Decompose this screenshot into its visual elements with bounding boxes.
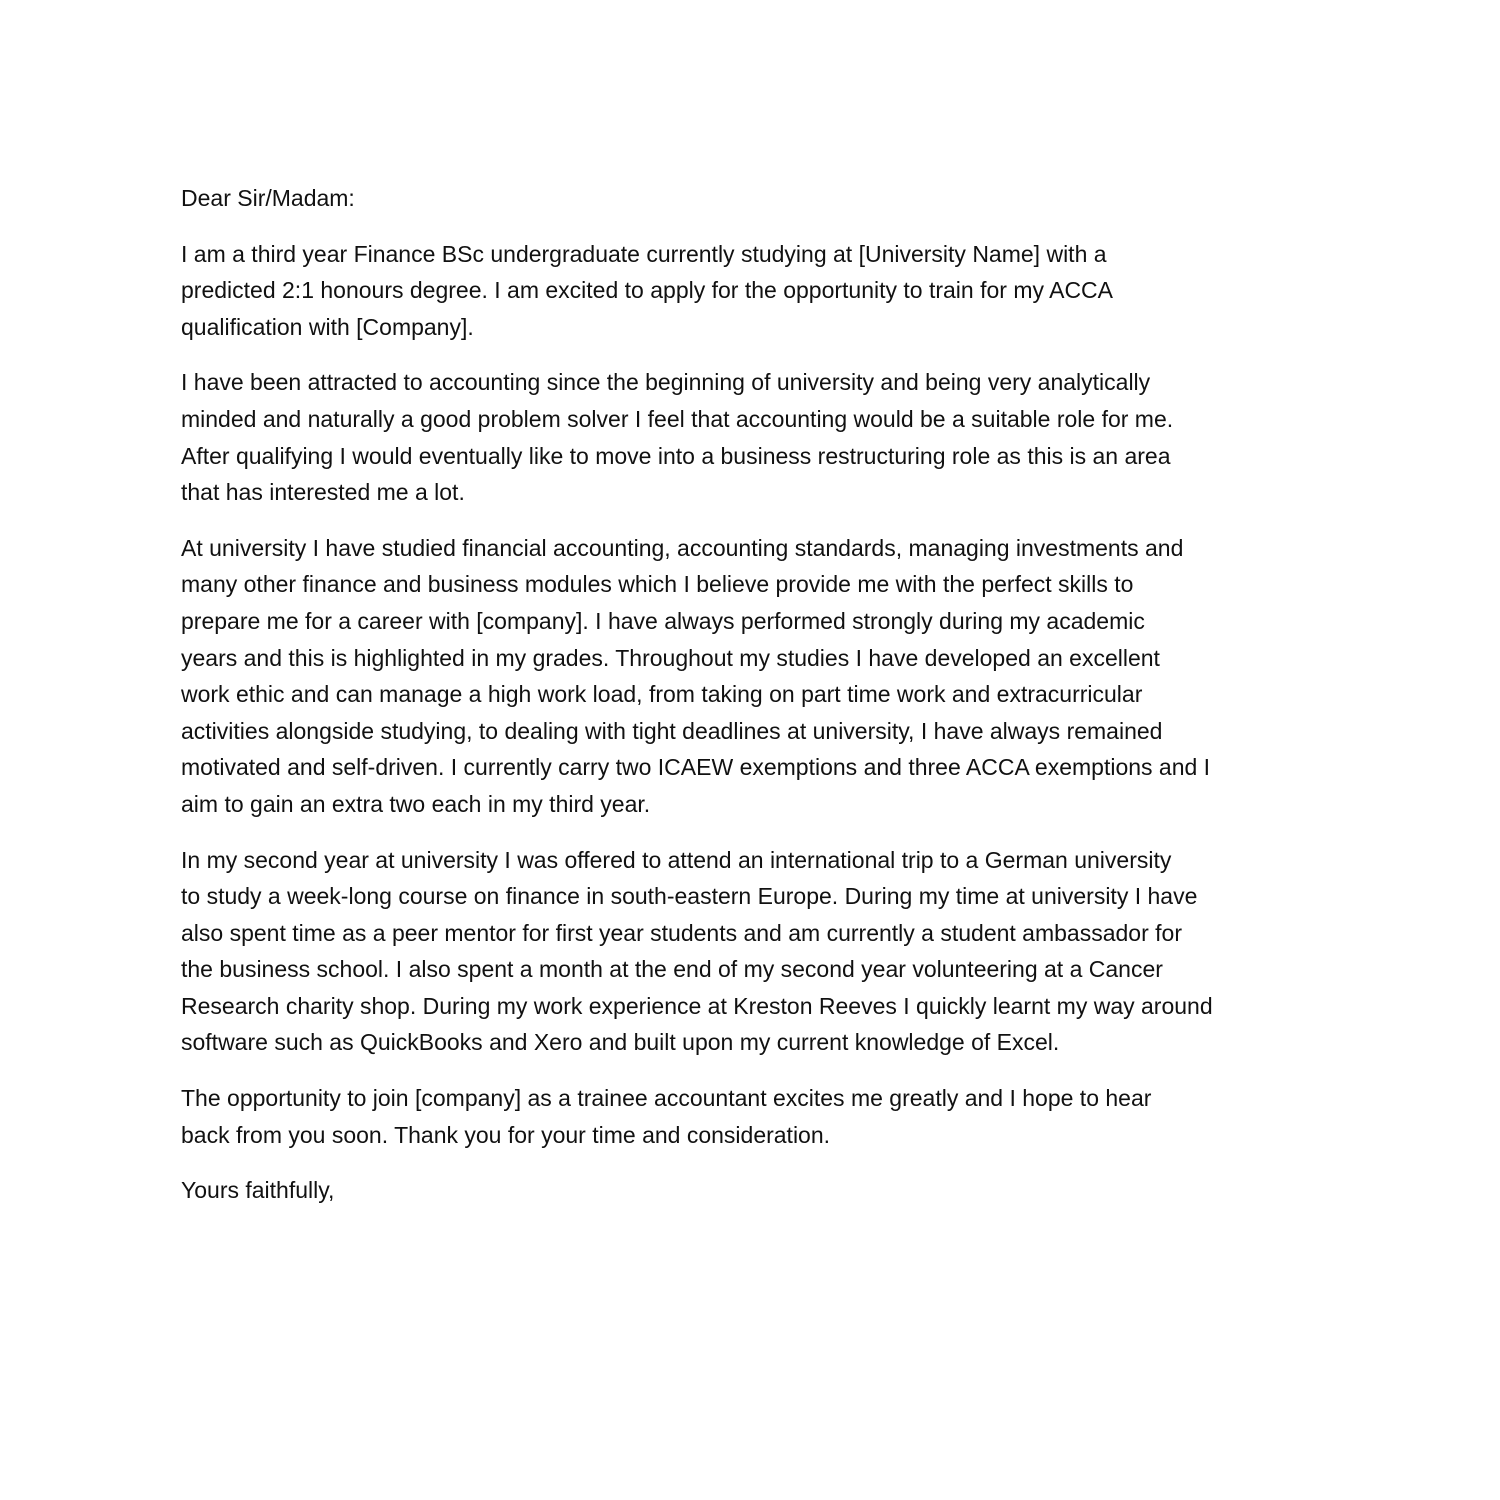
text-line: predicted 2:1 honours degree. I am excited to apply for the opportunity to train for my ACCA (181, 277, 1114, 304)
text-line: minded and naturally a good problem solver I feel that accounting would be a suitable role for me. (181, 405, 1174, 432)
text-line: prepare me for a career with [company]. I have always performed strongly during my academic (181, 607, 1145, 634)
salutation-text: Dear Sir/Madam: (181, 185, 355, 211)
text-line: I am a third year Finance BSc undergraduate currently studying at [University Name] with a (181, 240, 1107, 267)
paragraph-experience (181, 842, 1331, 1062)
paragraph-academics (181, 530, 1331, 823)
text-line: I have been attracted to accounting since the beginning of university and being very analytically (181, 369, 1151, 396)
closing-text: Yours faithfully, (181, 1177, 335, 1204)
salutation (181, 180, 1331, 217)
paragraph-conclusion (181, 1080, 1331, 1153)
text-line: software such as QuickBooks and Xero and built upon my current knowledge of Excel. (181, 1029, 1060, 1056)
text-line: to study a week-long course on finance in south-eastern Europe. During my time at university I have (181, 883, 1198, 910)
text-line: the business school. I also spent a month at the end of my second year volunteering at a Cancer (181, 956, 1163, 983)
text-line: back from you soon. Thank you for your time and consideration. (181, 1121, 831, 1148)
text-line: At university I have studied financial accounting, accounting standards, managing investments and (181, 534, 1184, 561)
text-line: that has interested me a lot. (181, 479, 465, 506)
text-line: also spent time as a peer mentor for first year students and am currently a student ambassador for (181, 919, 1182, 946)
paragraph-motivation (181, 364, 1331, 510)
paragraph-intro (181, 236, 1331, 346)
text-line: work ethic and can manage a high work load, from taking on part time work and extracurricular (181, 681, 1143, 708)
cover-letter (181, 180, 1331, 1228)
text-line: aim to gain an extra two each in my third year. (181, 790, 651, 817)
text-line: qualification with [Company]. (181, 313, 474, 340)
text-line: In my second year at university I was offered to attend an international trip to a German university (181, 846, 1172, 873)
text-line: The opportunity to join [company] as a trainee accountant excites me greatly and I hope to hear (181, 1085, 1152, 1112)
closing (181, 1172, 1331, 1209)
text-line: activities alongside studying, to dealing with tight deadlines at university, I have always remained (181, 717, 1163, 744)
text-line: After qualifying I would eventually like to move into a business restructuring role as this is an area (181, 442, 1171, 469)
text-line: many other finance and business modules which I believe provide me with the perfect skills to (181, 571, 1134, 598)
text-line: years and this is highlighted in my grades. Throughout my studies I have developed an excellent (181, 644, 1160, 671)
text-line: Research charity shop. During my work experience at Kreston Reeves I quickly learnt my way around (181, 992, 1213, 1019)
text-line: motivated and self-driven. I currently carry two ICAEW exemptions and three ACCA exemptions and I (181, 754, 1211, 781)
